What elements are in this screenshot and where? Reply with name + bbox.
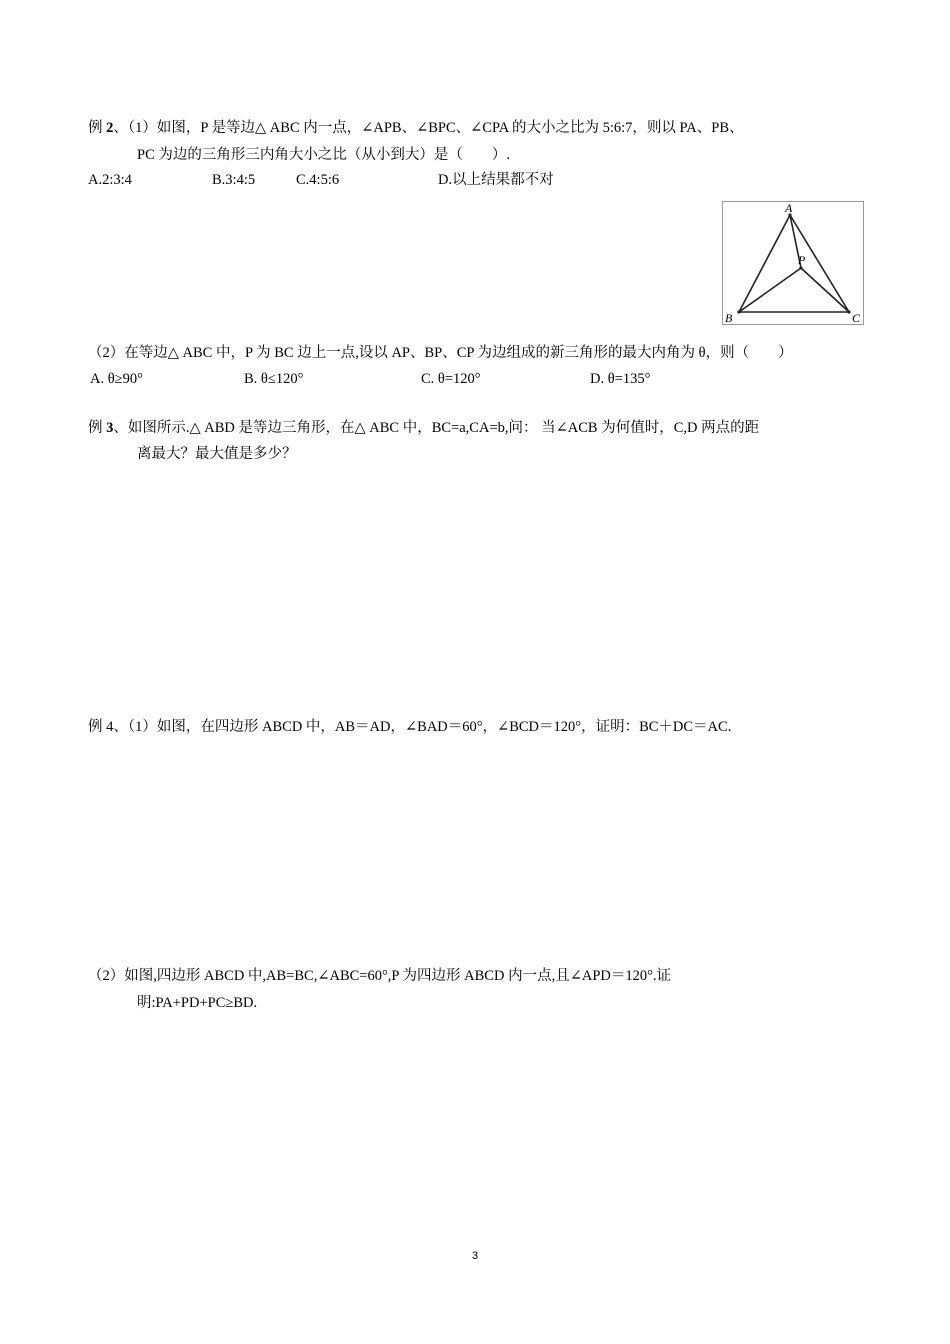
ex2-sep: 、 <box>113 120 128 136</box>
ex4-q2-line1: （2）如图,四边形 ABCD 中,AB=BC,∠ABC=60°,P 为四边形 ABCD 内一点,且∠APD＝120°.证 <box>88 968 672 984</box>
ex3-line1 <box>88 418 759 438</box>
ex2-q2-option-a: A. θ≥90° <box>90 371 143 387</box>
ex2-q2-option-c: C. θ=120° <box>421 371 481 387</box>
segment-cp <box>801 268 849 312</box>
ex2-q1-line2: PC 为边的三角形三内角大小之比（从小到大）是（ ）. <box>137 147 510 163</box>
ex2-q2-option-d: D. θ=135° <box>590 371 651 387</box>
ex2-q1-option-d: D.以上结果都不对 <box>438 172 554 188</box>
ex2-q1-option-a: A.2:3:4 <box>88 172 132 188</box>
ex4-q2-line2: 明:PA+PD+PC≥BD. <box>137 995 258 1011</box>
ex2-q1-text: （1）如图，P 是等边△ ABC 内一点，∠APB、∠BPC、∠CPA 的大小之比为 5:6:7，则以 PA、PB、 <box>127 120 744 136</box>
label-p: P <box>798 253 806 267</box>
ex3-label: 例 <box>88 420 107 436</box>
label-a: A <box>785 202 793 215</box>
label-b: B <box>725 311 733 324</box>
ex2-q1-option-c: C.4:5:6 <box>296 172 340 188</box>
edge-ab <box>739 215 790 312</box>
ex2-number: 2 <box>106 120 114 136</box>
ex2-q2-option-b: B. θ≤120° <box>244 371 304 387</box>
ex2-q1-option-b: B.3:4:5 <box>212 172 256 188</box>
ex2-q1-line1 <box>88 118 744 138</box>
ex2-label: 例 <box>88 120 107 136</box>
page-number: 3 <box>471 1250 479 1262</box>
triangle-diagram <box>723 202 863 324</box>
triangle-figure <box>722 201 864 325</box>
ex3-text: 、如图所示.△ ABD 是等边三角形，在△ ABC 中，BC=a,CA=b,问： 当∠ACB 为何值时，C,D 两点的距 <box>113 420 760 436</box>
ex4-q1: 例 4、（1）如图，在四边形 ABCD 中，AB＝AD，∠BAD＝60°，∠BCD＝120°，证明：BC＋DC＝AC. <box>88 719 732 735</box>
segment-bp <box>739 268 801 312</box>
ex2-q2-line: （2）在等边△ ABC 中，P 为 BC 边上一点,设以 AP、BP、CP 为边组成的新三角形的最大内角为 θ，则（ ） <box>88 345 793 361</box>
ex3-line2: 离最大？最大值是多少？ <box>137 446 297 462</box>
ex3-number: 3 <box>106 420 114 436</box>
label-c: C <box>852 311 861 324</box>
